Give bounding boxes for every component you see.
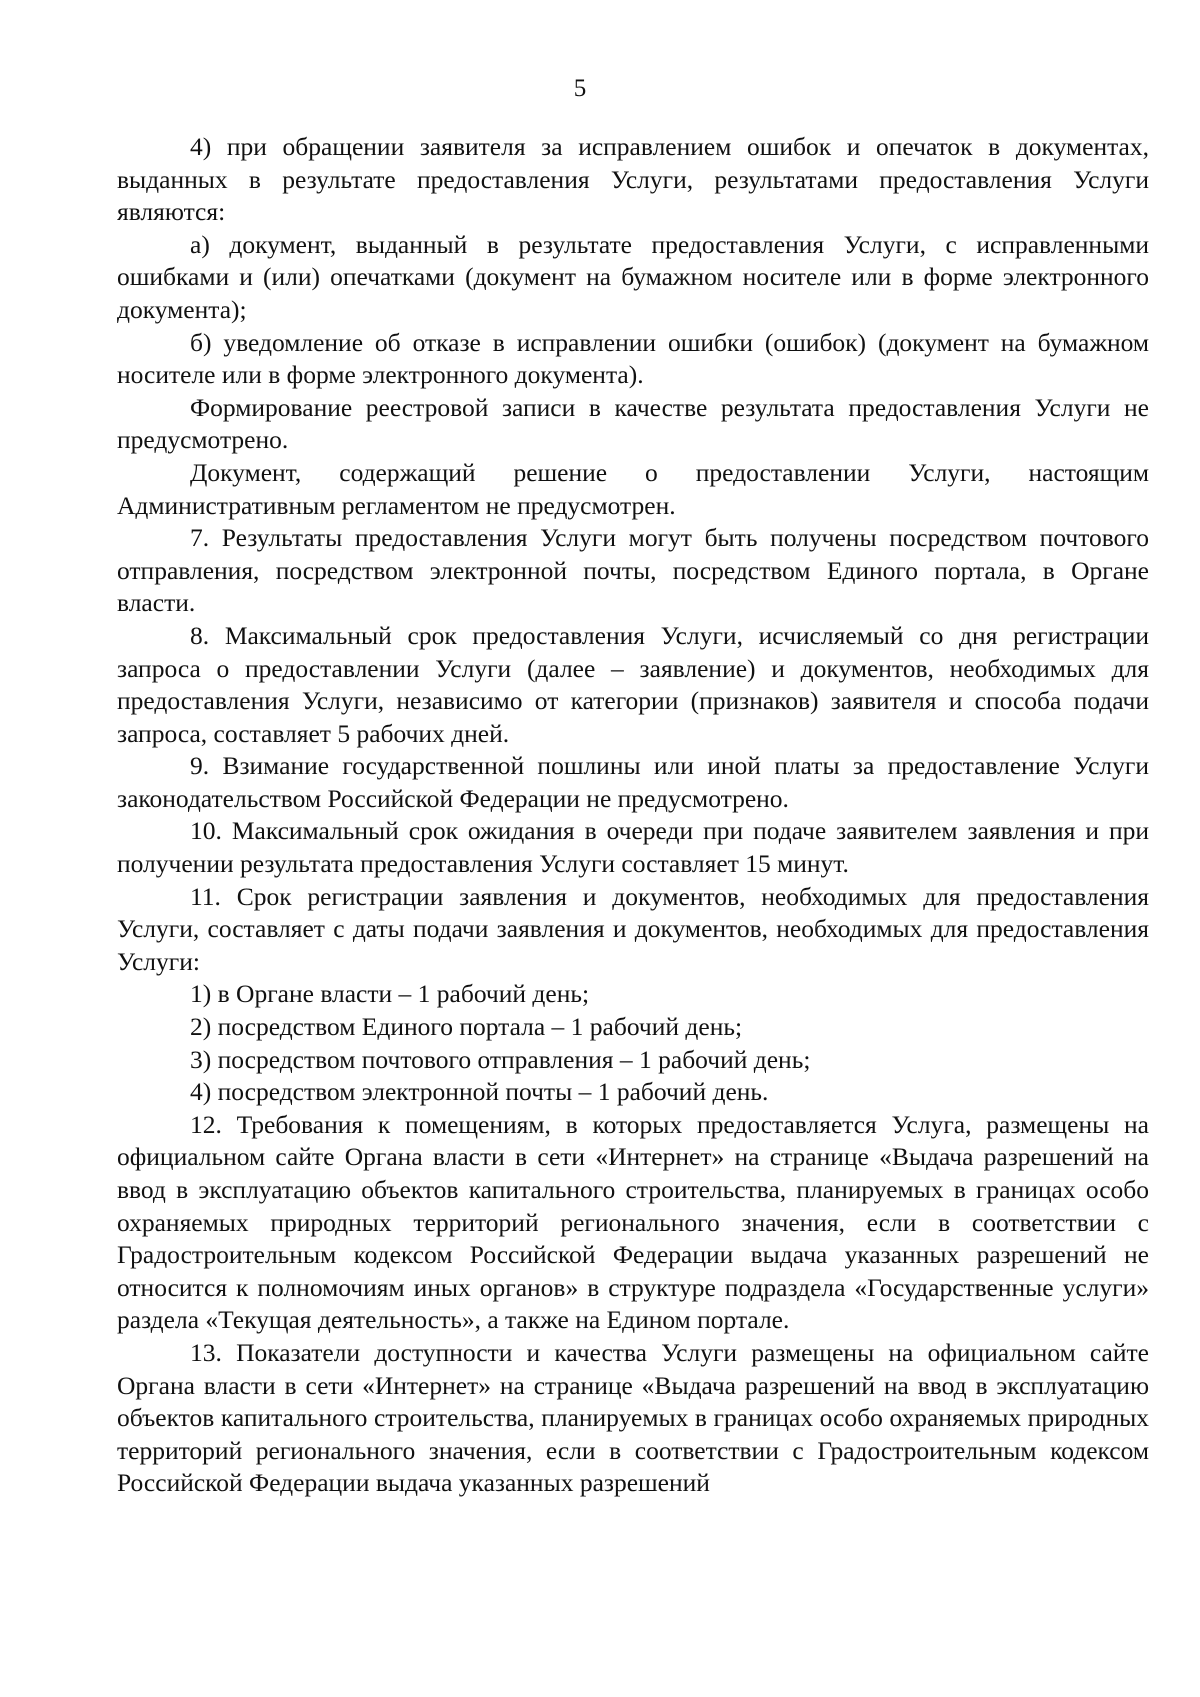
list-item-email: 4) посредством электронной почты – 1 рабочий день. (190, 1077, 769, 1107)
paragraph-13-accessibility-indicators: 13. Показатели доступности и качества Услуги размещены на официальном сайте Органа власти в сети «Интернет» на странице «Выдача разрешений на ввод в эксплуатацию объектов капитального строительства, планируемых в границах особо охраняемых природных территорий регионального значения, если в соответствии с Градостроительным кодексом Российской Федерации выдача указанных разрешений (117, 1337, 1149, 1498)
paragraph-12-premises-requirements: 12. Требования к помещениям, в которых предоставляется Услуга, размещены на официальном сайте Органа власти в сети «Интернет» на странице «Выдача разрешений на ввод в эксплуатацию объектов капитального строительства, планируемых в границах особо охраняемых природных территорий регионального значения, если в соответствии с Градостроительным кодексом Российской Федерации выдача указанных разрешений не относится к полномочиям иных органов» в структуре подраздела «Государственные услуги» раздела «Текущая деятельность», а также на Едином портале. (117, 1109, 1149, 1335)
paragraph-registry-record: Формирование реестровой записи в качестве результата предоставления Услуги не предусмотрено. (117, 392, 1149, 455)
page-number: 5 (573, 75, 587, 102)
paragraph-7-results-delivery: 7. Результаты предоставления Услуги могут быть получены посредством почтового отправления, посредством электронной почты, посредством Единого портала, в Органе власти. (117, 523, 1149, 618)
paragraph-subitem-a: а) документ, выданный в результате предоставления Услуги, с исправленными ошибками и (или) опечатками (документ на бумажном носителе или в форме электронного документа); (117, 229, 1149, 324)
paragraph-item-4-correction-results: 4) при обращении заявителя за исправлением ошибок и опечаток в документах, выданных в результате предоставления Услуги, результатами предоставления Услуги являются: (117, 132, 1149, 227)
list-item-mail: 3) посредством почтового отправления – 1 рабочий день; (190, 1044, 811, 1074)
document-body (117, 131, 1149, 1500)
paragraph-8-max-term: 8. Максимальный срок предоставления Услуги, исчисляемый со дня регистрации запроса о предоставлении Услуги (далее – заявление) и документов, необходимых для предоставления Услуги, независимо от категории (признаков) заявителя и способа подачи запроса, составляет 5 рабочих дней. (117, 620, 1149, 748)
paragraph-subitem-b: б) уведомление об отказе в исправлении ошибки (ошибок) (документ на бумажном носителе или в форме электронного документа). (117, 327, 1149, 390)
list-item-authority: 1) в Органе власти – 1 рабочий день; (190, 979, 590, 1009)
paragraph-10-queue-time: 10. Максимальный срок ожидания в очереди при подаче заявителем заявления и при получении результата предоставления Услуги составляет 15 минут. (117, 816, 1149, 879)
paragraph-11-registration-term: 11. Срок регистрации заявления и документов, необходимых для предоставления Услуги, составляет с даты подачи заявления и документов, необходимых для предоставления Услуги: (117, 881, 1149, 976)
paragraph-decision-document: Документ, содержащий решение о предоставлении Услуги, настоящим Административным регламентом не предусмотрен. (117, 457, 1149, 520)
list-item-portal: 2) посредством Единого портала – 1 рабочий день; (190, 1012, 743, 1042)
paragraph-9-fee: 9. Взимание государственной пошлины или иной платы за предоставление Услуги законодательством Российской Федерации не предусмотрено. (117, 751, 1149, 813)
